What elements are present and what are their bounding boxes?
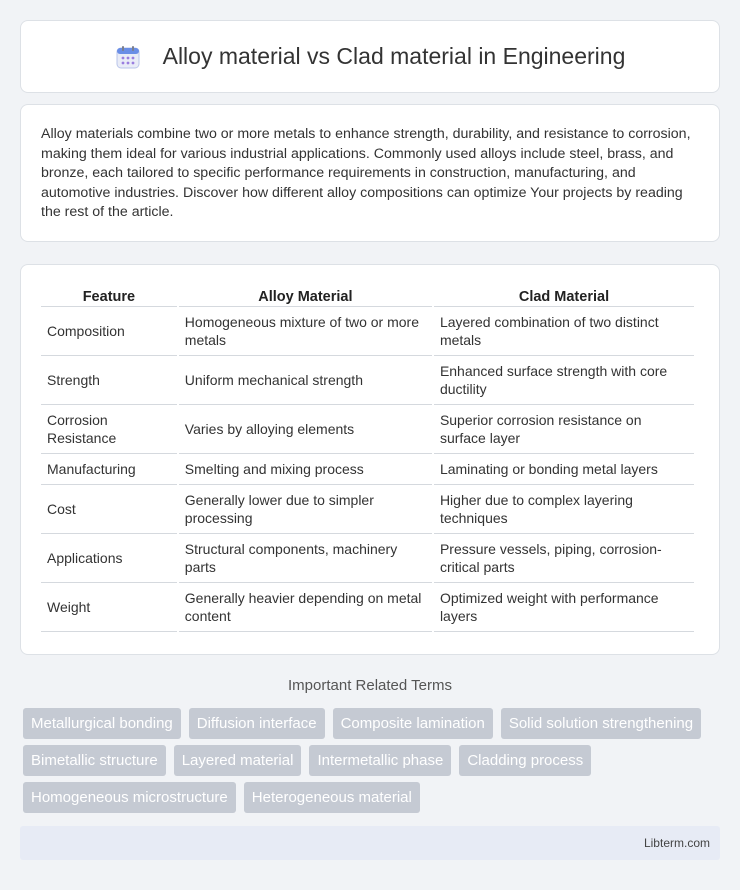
cell-alloy: Generally lower due to simpler processing	[179, 485, 432, 534]
header-clad: Clad Material	[434, 287, 694, 307]
related-term-tag[interactable]: Heterogeneous material	[244, 782, 420, 813]
footer	[20, 826, 720, 860]
related-term-tag[interactable]: Bimetallic structure	[23, 745, 166, 776]
header-feature: Feature	[41, 287, 177, 307]
table-row	[41, 356, 694, 405]
cell-feature: Applications	[41, 534, 177, 583]
cell-feature: Weight	[41, 583, 177, 632]
related-terms-list	[23, 708, 723, 813]
cell-alloy: Generally heavier depending on metal content	[179, 583, 432, 632]
cell-clad: Superior corrosion resistance on surface layer	[434, 405, 694, 454]
table-row	[41, 307, 694, 356]
comparison-table	[39, 287, 696, 632]
table-row	[41, 534, 694, 583]
footer-brand-link[interactable]: Libterm.com	[643, 836, 710, 850]
table-row	[41, 405, 694, 454]
page-title: Alloy material vs Clad material in Engineering	[162, 43, 626, 69]
cell-feature: Corrosion Resistance	[41, 405, 177, 454]
intro-card	[20, 104, 720, 242]
cell-alloy: Smelting and mixing process	[179, 454, 432, 485]
related-terms-heading: Important Related Terms	[288, 677, 452, 694]
calendar-icon	[115, 44, 141, 70]
cell-feature: Cost	[41, 485, 177, 534]
cell-clad: Laminating or bonding metal layers	[434, 454, 694, 485]
related-term-tag[interactable]: Homogeneous microstructure	[23, 782, 236, 813]
related-term-tag[interactable]: Diffusion interface	[189, 708, 325, 739]
header-alloy: Alloy Material	[179, 287, 432, 307]
comparison-card	[20, 264, 720, 655]
intro-paragraph: Alloy materials combine two or more metals to enhance strength, durability, and resistance to corrosion, making them ideal for various industrial applications. Commonly used alloys include steel, brass, and bronze, each tailored to specific performance requirements in construction, manufacturing, and automotive industries. Discover how different alloy compositions can optimize Your projects by reading the rest of the article.	[41, 126, 691, 220]
related-term-tag[interactable]: Solid solution strengthening	[501, 708, 701, 739]
cell-clad: Pressure vessels, piping, corrosion-critical parts	[434, 534, 694, 583]
table-row	[41, 583, 694, 632]
related-term-tag[interactable]: Cladding process	[459, 745, 591, 776]
title-card	[20, 20, 720, 93]
related-term-tag[interactable]: Composite lamination	[333, 708, 493, 739]
table-header-row	[41, 287, 694, 307]
cell-clad: Layered combination of two distinct metals	[434, 307, 694, 356]
table-row	[41, 454, 694, 485]
related-term-tag[interactable]: Metallurgical bonding	[23, 708, 181, 739]
cell-alloy: Varies by alloying elements	[179, 405, 432, 454]
cell-alloy: Uniform mechanical strength	[179, 356, 432, 405]
related-term-tag[interactable]: Layered material	[174, 745, 302, 776]
cell-feature: Strength	[41, 356, 177, 405]
cell-feature: Manufacturing	[41, 454, 177, 485]
cell-alloy: Structural components, machinery parts	[179, 534, 432, 583]
cell-clad: Enhanced surface strength with core ductility	[434, 356, 694, 405]
cell-feature: Composition	[41, 307, 177, 356]
related-term-tag[interactable]: Intermetallic phase	[309, 745, 451, 776]
cell-clad: Higher due to complex layering techniques	[434, 485, 694, 534]
cell-alloy: Homogeneous mixture of two or more metals	[179, 307, 432, 356]
cell-clad: Optimized weight with performance layers	[434, 583, 694, 632]
table-row	[41, 485, 694, 534]
